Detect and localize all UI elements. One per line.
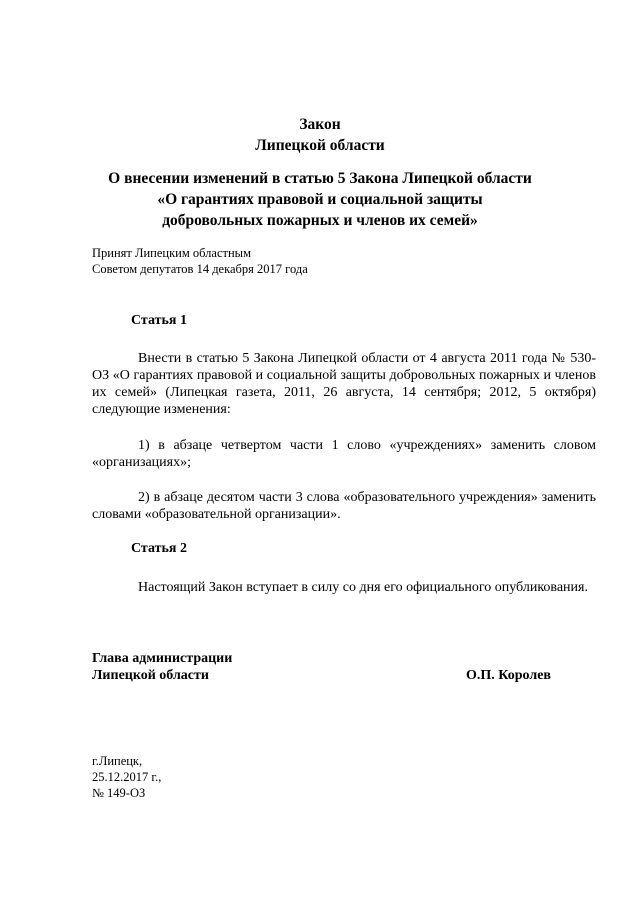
article-1-heading: Статья 1 [131,313,187,328]
article-1-item-2 [92,489,596,523]
adoption-note [92,245,308,277]
article-2-text [92,579,596,596]
adoption-note-line-2: Советом депутатов 14 декабря 2017 года [92,262,308,276]
signatory-position-line-1: Глава администрации [92,651,233,666]
signatory-name: О.П. Королев [466,668,551,683]
article-1-intro [92,350,596,418]
footer-place: г.Липецк, [92,754,143,768]
law-region: Липецкой области [255,137,385,154]
article-2-text-body: Настоящий Закон вступает в силу со дня его официального опубликования. [138,580,588,595]
article-1-item-1 [92,437,596,471]
article-1-item-2-text: 2) в абзаце десятом части 3 слова «образовательного учреждения» заменить словами «образовательной организации». [92,490,596,522]
document-title-line-3: добровольных пожарных и членов их семей» [162,212,478,229]
signatory-position [92,650,232,684]
adoption-note-line-1: Принят Липецким областным [92,246,251,260]
article-1-item-1-text: 1) в абзаце четвертом части 1 слово «учреждениях» заменить словом «организациях»; [92,438,596,470]
signatory-position-line-2: Липецкой области [92,668,209,683]
document-title [0,168,640,231]
law-type: Закон [299,116,341,133]
footer-date: 25.12.2017 г., [92,770,162,784]
document-footer [92,753,161,801]
article-1-intro-text: Внести в статью 5 Закона Липецкой области от 4 августа 2011 года № 530-ОЗ «О гарантиях правовой и социальной защиты добровольных пожарных и членов их семей» (Липецкая газета, 2011, 26 августа, 14 сентября; 2012, 5 октября) следующие изменения: [92,351,596,417]
law-header [0,114,640,156]
document-title-line-1: О внесении изменений в статью 5 Закона Липецкой области [108,170,532,187]
document-title-line-2: «О гарантиях правовой и социальной защиты [157,191,483,208]
article-2-heading: Статья 2 [131,541,187,556]
footer-number: № 149-ОЗ [92,786,146,800]
